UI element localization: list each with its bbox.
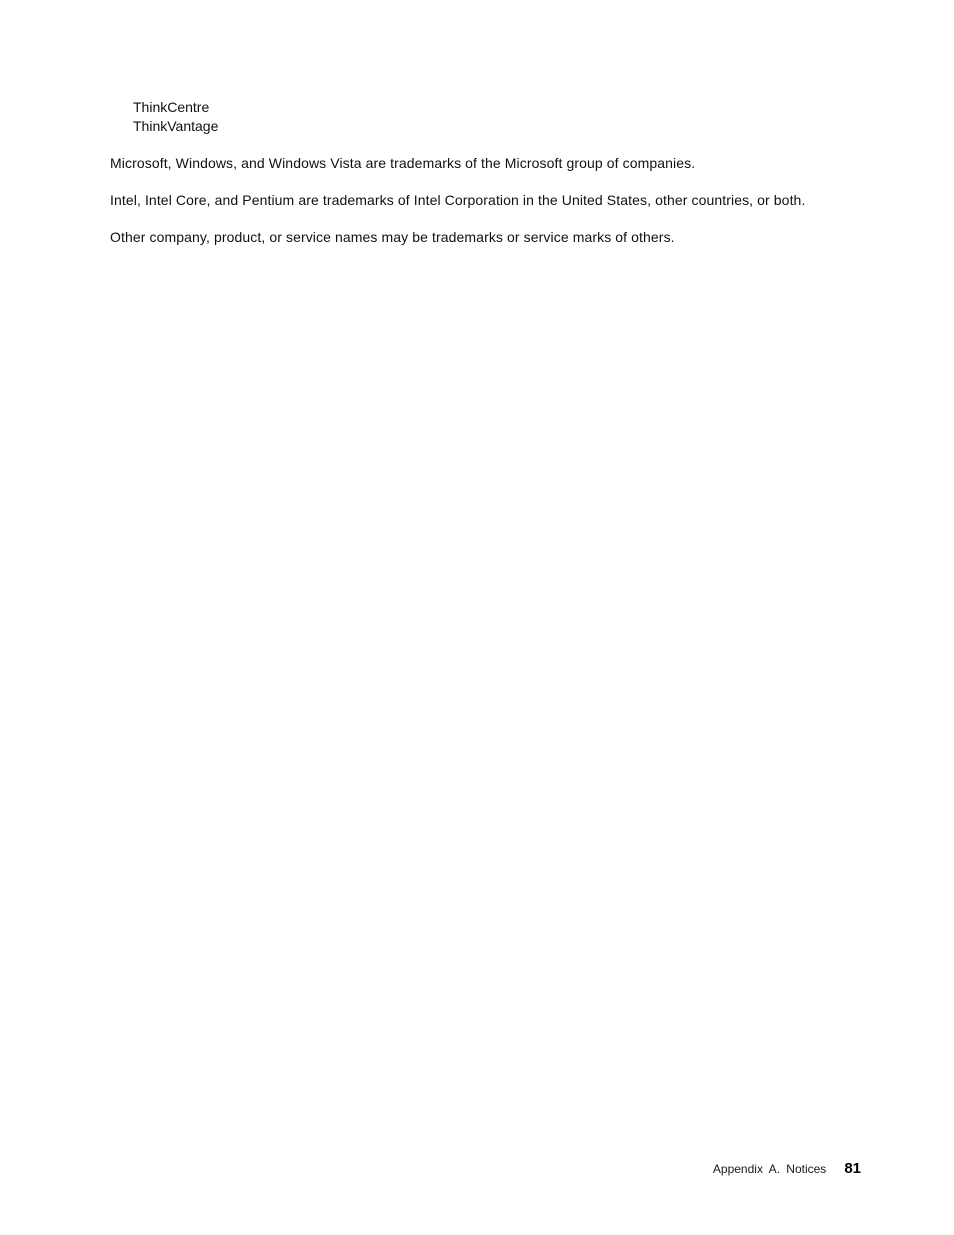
footer-appendix-label: Appendix A. Notices: [712, 1162, 827, 1176]
paragraph-microsoft-trademarks: Microsoft, Windows, and Windows Vista are trademarks of the Microsoft group of companies.: [110, 155, 696, 171]
footer-page-number: 81: [844, 1160, 861, 1177]
paragraph-intel-trademarks: Intel, Intel Core, and Pentium are trademarks of Intel Corporation in the United States, other countries, or both.: [110, 192, 806, 208]
trademark-list-item: ThinkVantage: [133, 118, 219, 134]
page-footer: [713, 1160, 861, 1177]
paragraph-other-trademarks: Other company, product, or service names may be trademarks or service marks of others.: [110, 229, 675, 245]
trademark-list-item: ThinkCentre: [133, 99, 210, 115]
trademark-list: [133, 98, 840, 136]
page-content: [110, 98, 840, 265]
